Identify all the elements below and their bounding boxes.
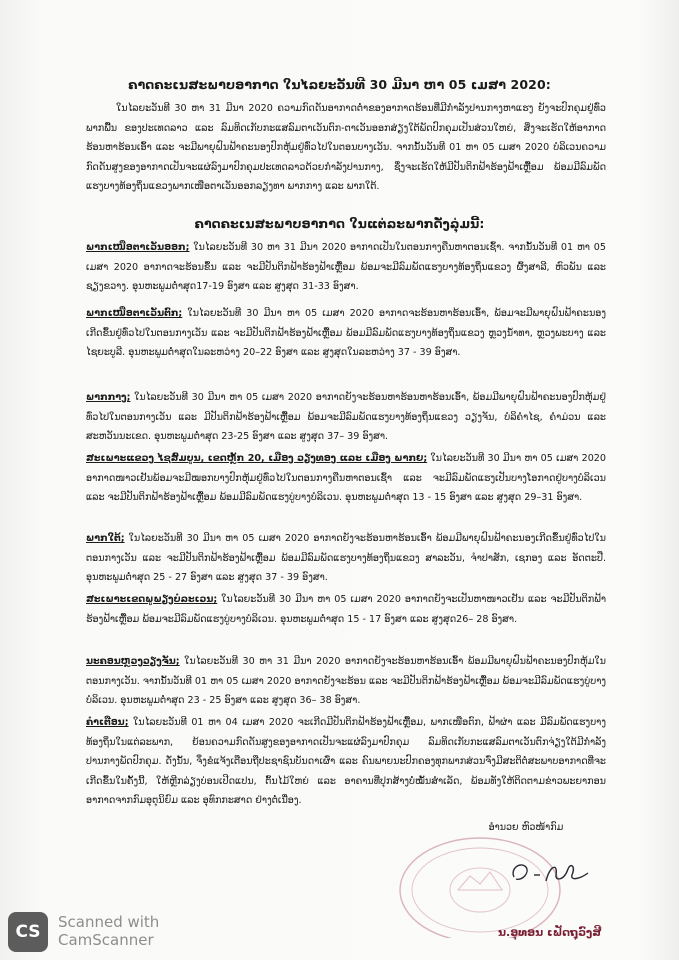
section-vientiane-capital — [86, 652, 606, 711]
section-body: ໃນໄລຍະວັນທີ 30 ມີນາ ຫາ 05 ເມສາ 2020 ອາກາດຍັງຈະຮ້ອນຫາຮ້ອນເອົ້າ ພ້ອມມີພາຍຸຝົນຟ້າຄະນອງເກີດຂຶ້ນຢູ່ທົ່ວໄປໃນຕອນກາງເວັນ ແລະ ຈະມີປັນຕິກຟ້າຮ້ອງຟ້າເຫຼື້ອມ ພ້ອມມີລົມພັດແຮງບາງທ້ອງຖິ່ນແຂວງ ສາລະວັນ, ຈຳປາສັກ, ເຊກອງ ແລະ ອັດຕະປື. ອຸນຫະພູມຕ່ຳສຸດ 25 - 27 ອົງສາ ແລະ ສູງສຸດ 37 - 39 ອົງສາ. — [86, 533, 606, 584]
watermark-line-2: CamScanner — [58, 931, 154, 949]
regional-forecast-title: ຄາດຄະເນສະພາບອາກາດ ໃນແຕ່ລະພາກດັ່ງລຸ່ມນີ້: — [194, 216, 485, 231]
section-heading: ພາກເໜືອຕາເວັນອອກ; — [86, 242, 190, 253]
intro-paragraph: ໃນໄລຍະວັນທີ 30 ຫາ 31 ມີນາ 2020 ຄວາມກົດດັນອາກາດຕ່ຳຂອງອາກາດຮ້ອນທີ່ມີກຳລັງປານກາງຫາແຮງ ຍັງຈະປົກຄຸມຢູ່ທົ່ວພາກພື້ນ ຂອງປະເທດລາວ ແລະ ລົມທິດເກັບກະແສລົມຕາເວັນຕົກ-ຕາເວັນອອກສ່ຽງໃຕ້ພັດປົກຄຸມເປັນສ່ວນໃຫຍ່, ສິ່ງຈະເຮັດໃຫ້ອາກາດຮ້ອນຫາຮ້ອນເອົ້າ ແລະ ຈະມີພາຍຸຝົນຟ້າຄະນອງປົກຫຸ້ມຢູ່ທົ່ວໄປໃນຕອນບາງເວັນ. ຈາກນັ້ນວັນທີ 01 ຫາ 05 ເມສາ 2020 ບໍລິເວນຄວາມກົດດັນສູງຂອງອາກາດເປັນຈະແຜ່ລົງມາປົກຄຸມປະເທດລາວດ້ວຍກຳລັງປານກາງ, ຊຶ່ງຈະເຮັດໃຫ້ມີປັນຕິກຟ້າຮ້ອງຟ້າເຫຼື້ອມ ພ້ອມມີລົມພັດແຮງບາງທ້ອງຖິ່ນແຂວງພາກເໜືອຕາເວັນອອກລຽງທາ ພາກກາງ ແລະ ພາກໃຕ້. — [86, 103, 606, 193]
section-heading: ນະຄອນຫຼວງວຽງຈັນ; — [86, 656, 180, 667]
section-heading: ພາກກາງ; — [86, 392, 131, 403]
section-northeast — [86, 238, 606, 297]
section-heading: ພາກເໜືອຕາເວັນຕົກ; — [86, 308, 183, 319]
section-xaisomboun — [86, 449, 606, 508]
forecast-title: ຄາດຄະເນສະພາບອາກາດ ໃນໄລຍະວັນທີ 30 ມີນາ ຫາ 05 ເມສາ 2020: — [128, 77, 551, 92]
section-body: ໃນໄລຍະວັນທີ 30 ມີນາ ຫາ 05 ເມສາ 2020 ອາກາດຈະຮ້ອນຫາຮ້ອນເອົ້າ, ພ້ອມຈະມີພາຍຸຝົນຟ້າຄະນອງເກີດຂຶ້ນຢູ່ທົ່ວໄປໃນຕອນກາງເວັນ ແລະ ຈະມີປັນຕິກຟ້າຮ້ອງຟ້າເຫຼື້ອມ ພ້ອມມີລົມພັດແຮງບາງທ້ອງຖິ່ນແຂວງ ຫຼວງນ້ຳທາ, ຫຼວງພະບາງ ແລະ ໄຊຍະບູລີ. ອຸນຫະພູມຕ່ຳສຸດໃນລະຫວ່າງ 20–22 ອົງສາ ແລະ ສູງສຸດໃນລະຫວ່າງ 37 - 39 ອົງສາ. — [86, 308, 606, 359]
section-heading: ຄຳເຕືອນ; — [86, 717, 129, 728]
section-south — [86, 529, 606, 588]
camscanner-logo-icon: CS — [8, 912, 48, 952]
camscanner-watermark — [8, 912, 218, 956]
section-warning — [86, 713, 606, 811]
section-body: ໃນໄລຍະວັນທີ 01 ຫາ 04 ເມສາ 2020 ຈະເກີດມີປັນຕິກຟ້າຮ້ອງຟ້າເຫຼື້ອມ, ພາກເໜືອຕົກ, ຟ້າຜ່າ ແລະ ມີລົມພັດແຮງບາງທ້ອງຖິ່ນໃນແຕ່ລະພາກ, ຍ້ອນຄວາມກົດດັນສູງຂອງອາກາດເປັນຈະແຜ່ລົງມາປົກຄຸມ ລົມທິດເກັບກະແສລົມຕາເວັນຕົກຈ່ຽງໃຕ້ມີກຳລັງປານກາງພັດປົກຄຸມ. ດັ່ງນັ້ນ, ຈຶ່ງຂໍແຈ້ງເຕືອນຖືປະຊາຊົນບັນດາເຜົ່າ ແລະ ຄົນພາຍນະປົກຄອງທຸກພາກສ່ວນຈົ່ງມີສະຕິຕໍ່ສະພາບອາກາດທີ່ຈະເກີດຂຶ້ນໃນຄັ້ງນີ້, ໃຫ້ຫຼີກລ່ຽງບ່ອນເປີດແປນ, ຕົ້ນໄມ້ໃຫຍ່ ແລະ ອາຄານທີ່ປຸກສ້າງບໍ່ໝັ້ນສຳເລັດ, ພ້ອມທັງໃຫ້ຕິດຕາມຂ່າວພະຍາກອນອາກາດຈາກກົມອຸຕຸນິຍົມ ແລະ ອຸທົກກະສາດ ຢ່າງຕໍ່ເນື່ອງ. — [86, 717, 606, 807]
section-body: ໃນໄລຍະວັນທີ 30 ມີນາ ຫາ 05 ເມສາ 2020 ອາກາດຍັງຈະເປັນຫາໜາວເຢັນ ແລະ ຈະມີປັນຕິກຟ້າຮ້ອງຟ້າເຫຼື້ອມ ພ້ອມຈະມີລົມພັດແຮງບູ່ບາງບໍລິເວນ. ອຸນຫະພູມຕ່ຳສຸດ 15 - 17 ອົງສາ ແລະ ສູງສຸດ26– 28 ອົງສາ. — [86, 594, 606, 625]
section-heading: ພາກໃຕ້; — [86, 533, 125, 544]
signer-name: ນ.ອຸທອນ ເຟັດຖຸວົງສີ — [498, 926, 602, 939]
signature-title: ອຳນວຍ ຫົວໜ້າກົມ — [488, 822, 564, 833]
section-body: ໃນໄລຍະວັນທີ 30 ມີນາ ຫາ 05 ເມສາ 2020 ອາກາດຍັງຈະຮ້ອນຫາຮ້ອນຫາຮ້ອນເອົ້າ, ພ້ອມມີພາຍຸຝົນຟ້າຄະນອງປົກຫຸ້ມຢູ່ທົ່ວໄປໃນຕອນກາງເວັນ ແລະ ມີປັນຕິກຟ້າຮ້ອງຟ້າເຫຼື້ອມ ພ້ອມຈະມີລົມພັດແຮງບາງທ້ອງຖິ່ນແຂວງ ວຽງຈັນ, ບໍລິຄຳໄຊ, ຄຳມ່ວນ ແລະ ສະຫວັນນະເຂດ. ອຸນຫະພູມຕ່ຳສຸດ 23-25 ອົງສາ ແລະ ສູງສຸດ 37– 39 ອົງສາ. — [86, 392, 606, 443]
camscanner-text — [58, 913, 159, 949]
section-northwest — [86, 304, 606, 363]
section-body: ໃນໄລຍະວັນທີ 30 ຫາ 31 ມີນາ 2020 ອາກາດຍັງຈະຮ້ອນຫາຮ້ອນເອົ້າ ພ້ອມມີພາຍຸຝົນຟ້າຄະນອງປົກຫຸ້ມໃນຕອນກາງເວັນ. ຈາກນັ້ນວັນທີ 01 ຫາ 05 ເມສາ 2020 ອາກາດຍັງຈະຮ້ອນ ແລະ ຈະມີປັນຕິກຟ້າຮ້ອງຟ້າເຫຼື້ອມ ພ້ອມຈະມີລົມພັດແຮງບູ່ບາງບໍລິເວນ. ອຸນຫະພູມຕ່ຳສຸດ 23 - 25 ອົງສາ ແລະ ສູງສຸດ 36– 38 ອົງສາ. — [86, 656, 606, 707]
handwritten-signature — [506, 855, 596, 891]
section-central — [86, 388, 606, 447]
section-heading: ສະເພາະເຂດພູພຽງບໍລະເວນ; — [86, 594, 218, 605]
watermark-line-1: Scanned with — [58, 913, 160, 931]
section-heading: ສະເພາະແຂວງ ໄຊສົມບູນ, ເຂດຫຼັກ 20, ເມືອງ ວຽງທອງ ແລະ ເມືອງ ພາກຍ; — [86, 453, 428, 464]
section-bolaven-plateau — [86, 590, 606, 629]
section-body: ໃນໄລຍະວັນທີ 30 ມີນາ ຫາ 05 ເມສາ 2020 ອາກາດໜາວເຢັນພ້ອມຈະມີໝອກບາງປົກຫຸ້ມຢູ່ທົ່ວໄປໃນຕອນກາງຄືນຫາຕອນເຊົ້າ ແລະ ຈະມີລົມພັດແຮງເປັນບາງໂອກາດຢູ່ບາງບໍລິເວນ ແລະ ຈະມີປັນຕິກຟ້າຮ້ອງຟ້າເຫຼື້ອມ ພ້ອມມີລົມພັດແຮງບູ່ບາງບໍລິເວນ. ອຸນຫະພູມຕ່ຳສຸດ 13 - 15 ອົງສາ ແລະ ສູງສຸດ 29–31 ອົງສາ. — [86, 453, 606, 504]
section-body: ໃນໄລຍະວັນທີ 30 ຫາ 31 ມີນາ 2020 ອາກາດເປັນໃນຕອນກາງຄືນຫາຕອນເຊົ້າ. ຈາກນັ້ນວັນທີ 01 ຫາ 05 ເມສາ 2020 ອາກາດຈະຮ້ອນຂຶ້ນ ແລະ ຈະມີປັນຕິກຟ້າຮ້ອງຟ້າເຫຼື້ອມ ພ້ອມຈະມີລົມພັດແຮງບາງທ້ອງຖິ່ນແຂວງ ຜົ້ງສາລີ, ຫົວພັນ ແລະ ຊຽງຂວາງ. ອຸນຫະພູມຕ່ຳສຸດ17-19 ອົງສາ ແລະ ສູງສຸດ 31-33 ອົງສາ. — [86, 242, 606, 293]
